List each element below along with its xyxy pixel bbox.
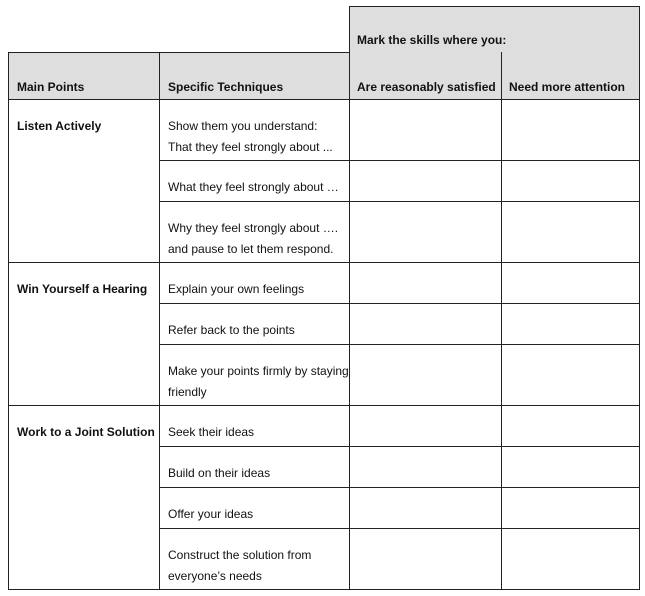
column-divider (501, 52, 502, 590)
technique-text: Seek their ideas (168, 425, 255, 439)
technique-text: Why they feel strongly about …. (168, 221, 339, 235)
satisfied-mark-cell[interactable] (350, 202, 501, 262)
satisfied-mark-cell[interactable] (350, 161, 501, 201)
satisfied-mark-cell[interactable] (350, 406, 501, 446)
main-point-label: Listen Actively (17, 119, 102, 133)
technique-text: What they feel strongly about … (168, 180, 339, 194)
table-left-border (8, 52, 9, 590)
row-divider (8, 589, 640, 590)
technique-text: Explain your own feelings (168, 282, 305, 296)
attention-mark-cell[interactable] (502, 488, 639, 528)
attention-mark-cell[interactable] (502, 263, 639, 303)
technique-text: That they feel strongly about ... (168, 140, 333, 154)
technique-text: Construct the solution from (168, 548, 312, 562)
technique-text: Refer back to the points (168, 323, 295, 337)
main-point-label: Work to a Joint Solution (17, 425, 155, 439)
satisfied-mark-cell[interactable] (350, 488, 501, 528)
main-point-label: Win Yourself a Hearing (17, 282, 148, 296)
attention-mark-cell[interactable] (502, 100, 639, 160)
column-header-specific-techniques: Specific Techniques (168, 80, 284, 94)
column-header-need-more-attention: Need more attention (509, 80, 626, 94)
attention-mark-cell[interactable] (502, 406, 639, 446)
technique-text: Make your points firmly by staying (168, 364, 349, 378)
technique-text: Show them you understand: (168, 119, 318, 133)
technique-text: Offer your ideas (168, 507, 254, 521)
table-right-border (639, 6, 640, 590)
column-divider (159, 52, 160, 590)
column-header-main-points: Main Points (17, 80, 85, 94)
technique-text: friendly (168, 385, 207, 399)
technique-text: everyone’s needs (168, 569, 262, 583)
satisfied-mark-cell[interactable] (350, 447, 501, 487)
grid-line (8, 52, 350, 53)
group-header-title: Mark the skills where you: (357, 33, 507, 47)
satisfied-mark-cell[interactable] (350, 304, 501, 344)
satisfied-mark-cell[interactable] (350, 529, 501, 589)
grid-line (349, 6, 640, 7)
technique-text: Build on their ideas (168, 466, 271, 480)
attention-mark-cell[interactable] (502, 447, 639, 487)
attention-mark-cell[interactable] (502, 304, 639, 344)
column-header-reasonably-satisfied: Are reasonably satisfied (357, 80, 496, 94)
attention-mark-cell[interactable] (502, 529, 639, 589)
satisfied-mark-cell[interactable] (350, 100, 501, 160)
attention-mark-cell[interactable] (502, 202, 639, 262)
attention-mark-cell[interactable] (502, 345, 639, 405)
satisfied-mark-cell[interactable] (350, 263, 501, 303)
attention-mark-cell[interactable] (502, 161, 639, 201)
satisfied-mark-cell[interactable] (350, 345, 501, 405)
column-divider (349, 6, 350, 590)
technique-text: and pause to let them respond. (168, 242, 334, 256)
